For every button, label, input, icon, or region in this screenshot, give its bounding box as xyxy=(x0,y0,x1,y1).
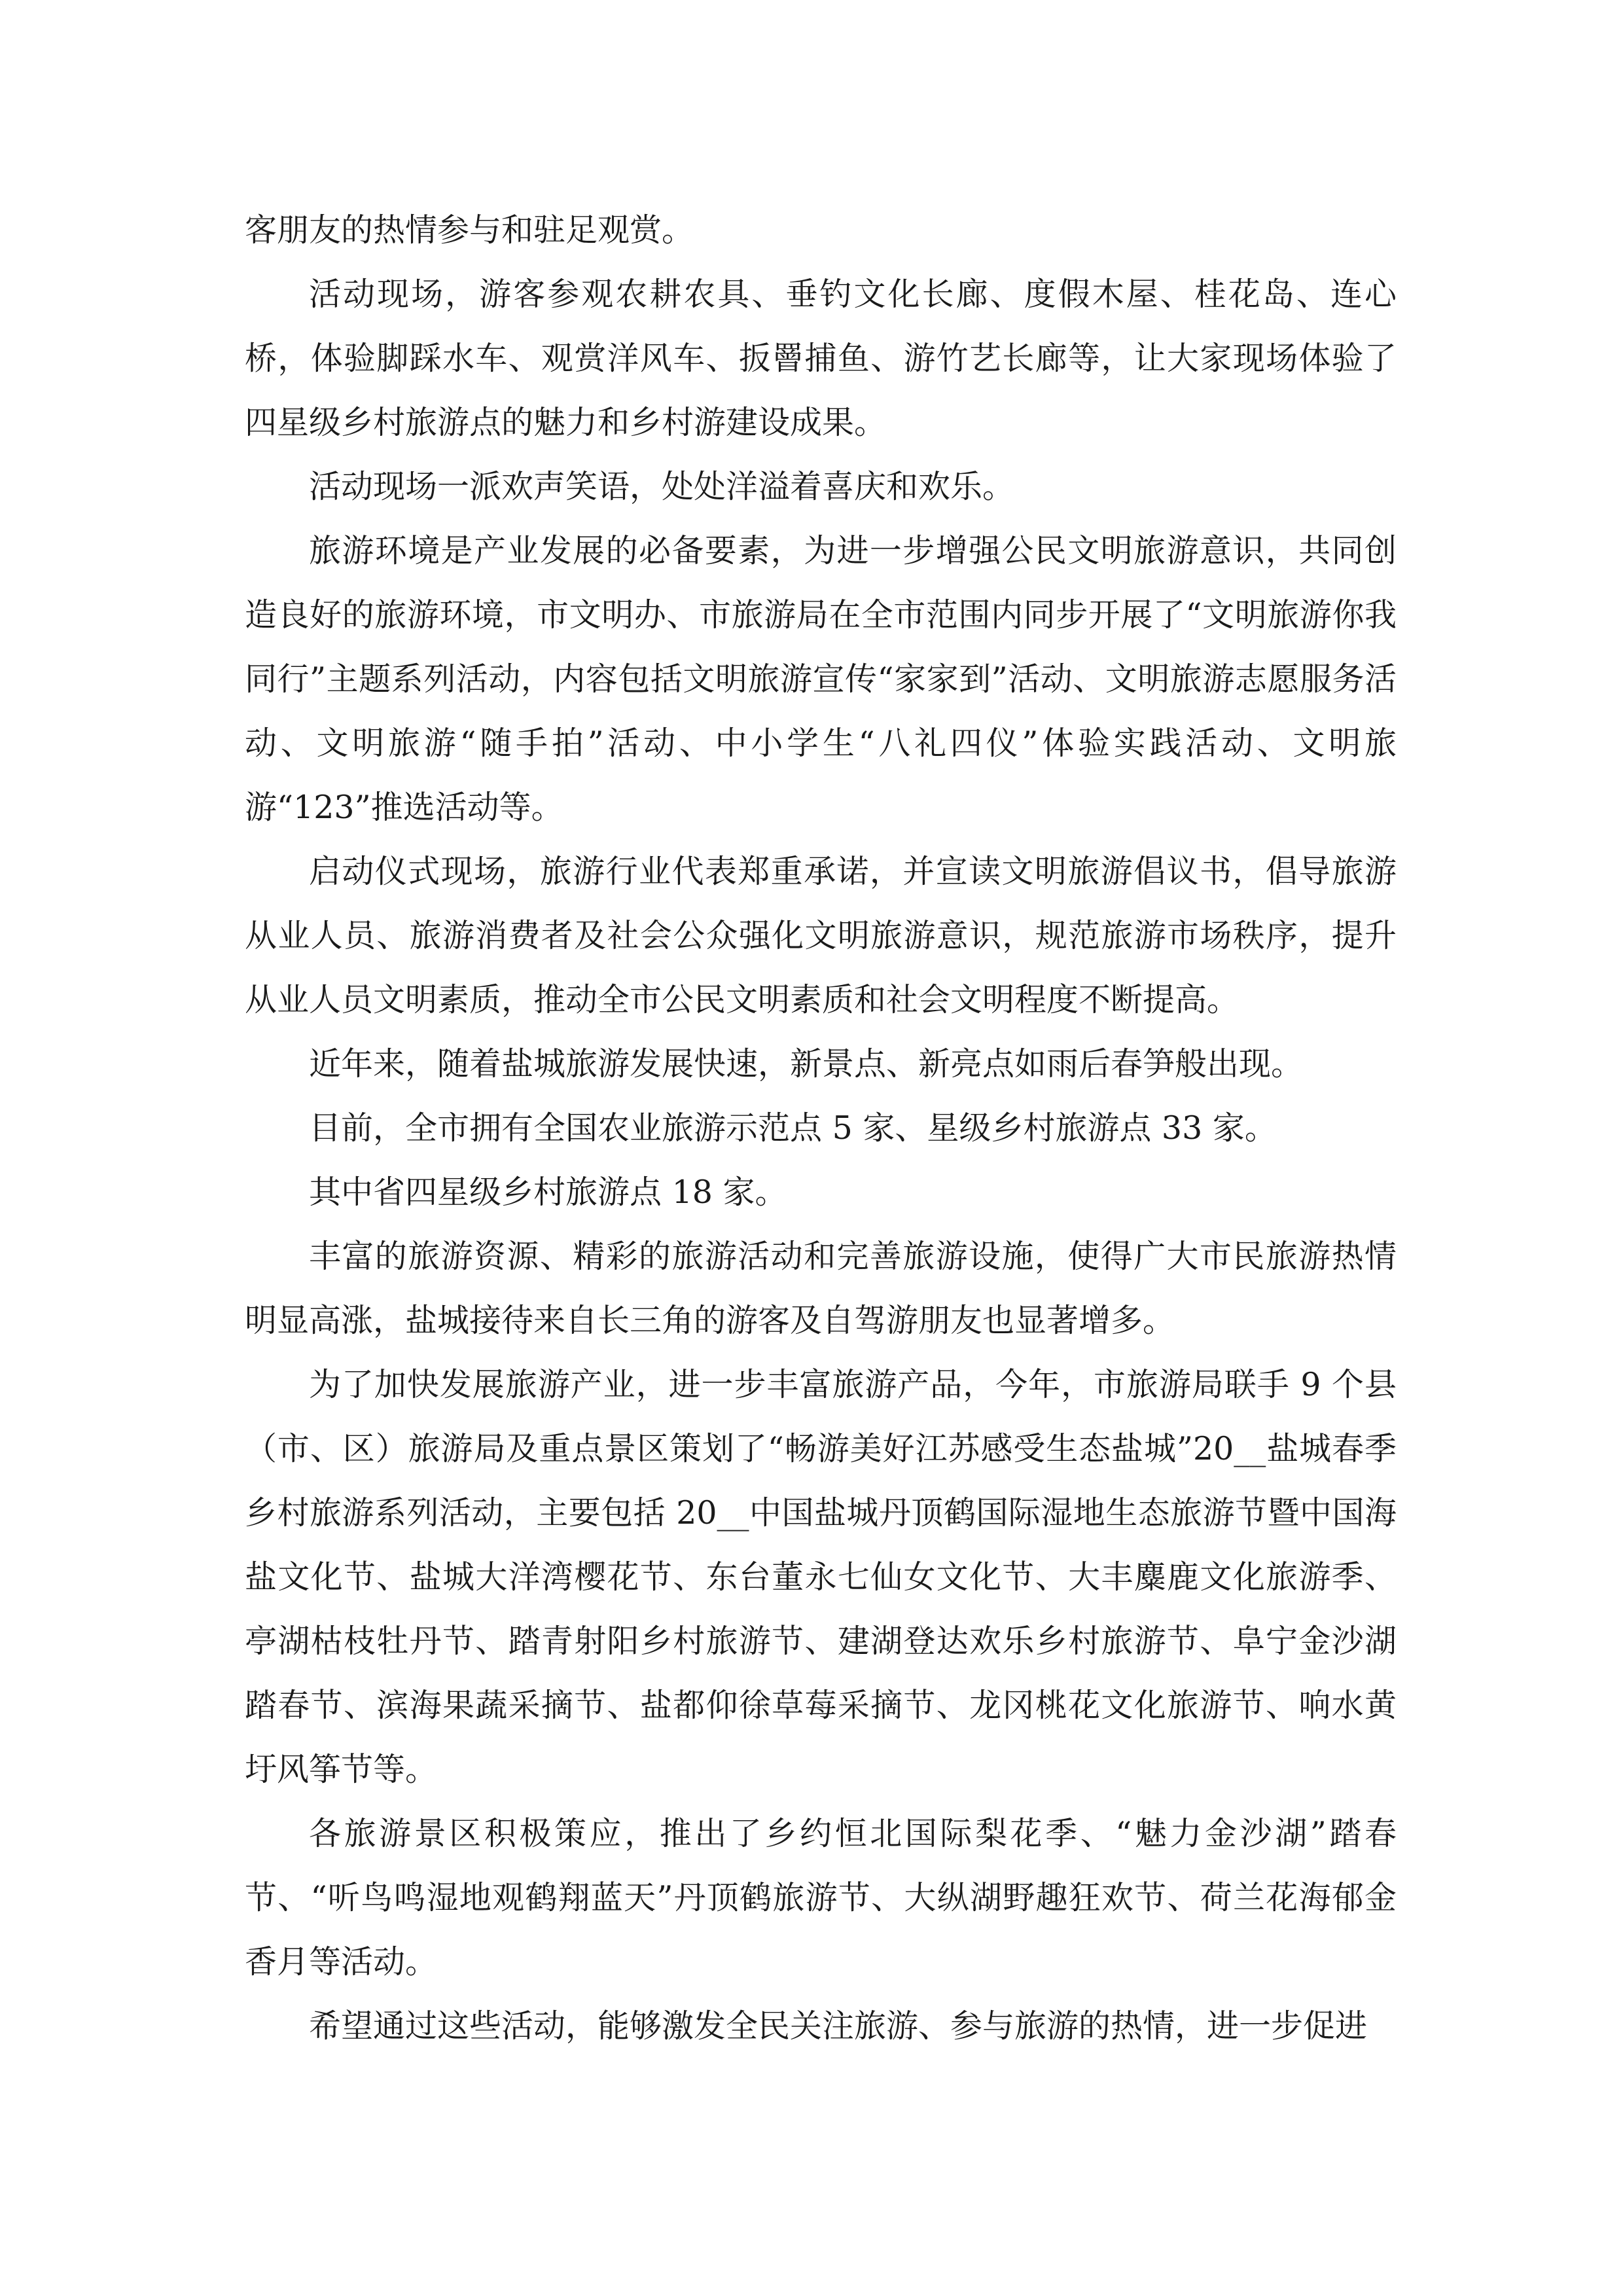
paragraph: 活动现场一派欢声笑语，处处洋溢着喜庆和欢乐。 xyxy=(309,468,1015,505)
paragraph: 各旅游景区积极策应，推出了乡约恒北国际梨花季、“魅力金沙湖”踏春节、“听鸟鸣湿地观鹤翔蓝天”丹顶鹤旅游节、大纵湖野趣狂欢节、荷兰花海郁金香月等活动。 xyxy=(245,1815,1397,1981)
paragraph: 活动现场，游客参观农耕农具、垂钓文化长廊、度假木屋、桂花岛、连心桥，体验脚踩水车、观赏洋风车、扳罾捕鱼、游竹艺长廊等，让大家现场体验了四星级乡村旅游点的魅力和乡村游建设成果。 xyxy=(245,276,1397,441)
paragraph: 近年来，随着盐城旅游发展快速，新景点、新亮点如雨后春笋般出现。 xyxy=(309,1045,1304,1083)
paragraph: 启动仪式现场，旅游行业代表郑重承诺，并宣读文明旅游倡议书，倡导旅游从业人员、旅游消费者及社会公众强化文明旅游意识，规范旅游市场秩序，提升从业人员文明素质，推动全市公民文明素质和社会文明程度不断提高。 xyxy=(245,853,1397,1018)
paragraph: 其中省四星级乡村旅游点 18 家。 xyxy=(309,1174,787,1211)
paragraph: 目前，全市拥有全国农业旅游示范点 5 家、星级乡村旅游点 33 家。 xyxy=(309,1109,1277,1147)
document-body xyxy=(245,198,1397,2058)
paragraph: 旅游环境是产业发展的必备要素，为进一步增强公民文明旅游意识，共同创造良好的旅游环境，市文明办、市旅游局在全市范围内同步开展了“文明旅游你我同行”主题系列活动，内容包括文明旅游宣传“家家到”活动、文明旅游志愿服务活动、文明旅游“随手拍”活动、中小学生“八礼四仪”体验实践活动、文明旅游“123”推选活动等。 xyxy=(245,532,1397,826)
paragraph: 为了加快发展旅游产业，进一步丰富旅游产品，今年，市旅游局联手 9 个县（市、区）旅游局及重点景区策划了“畅游美好江苏感受生态盐城”20__盐城春季乡村旅游系列活动，主要包括 20__中国盐城丹顶鹤国际湿地生态旅游节暨中国海盐文化节、盐城大洋湾樱花节、东台董永七仙女文化节、大丰麋鹿文化旅游季、亭湖枯枝牡丹节、踏青射阳乡村旅游节、建湖登达欢乐乡村旅游节、阜宁金沙湖踏春节、滨海果蔬采摘节、盐都仰徐草莓采摘节、龙冈桃花文化旅游节、响水黄圩风筝节等。 xyxy=(245,1366,1397,1788)
paragraph: 希望通过这些活动，能够激发全民关注旅游、参与旅游的热情，进一步促进 xyxy=(309,2007,1368,2045)
paragraph: 丰富的旅游资源、精彩的旅游活动和完善旅游设施，使得广大市民旅游热情明显高涨，盐城接待来自长三角的游客及自驾游朋友也显著增多。 xyxy=(245,1238,1397,1339)
paragraph: 客朋友的热情参与和驻足观赏。 xyxy=(245,211,694,249)
